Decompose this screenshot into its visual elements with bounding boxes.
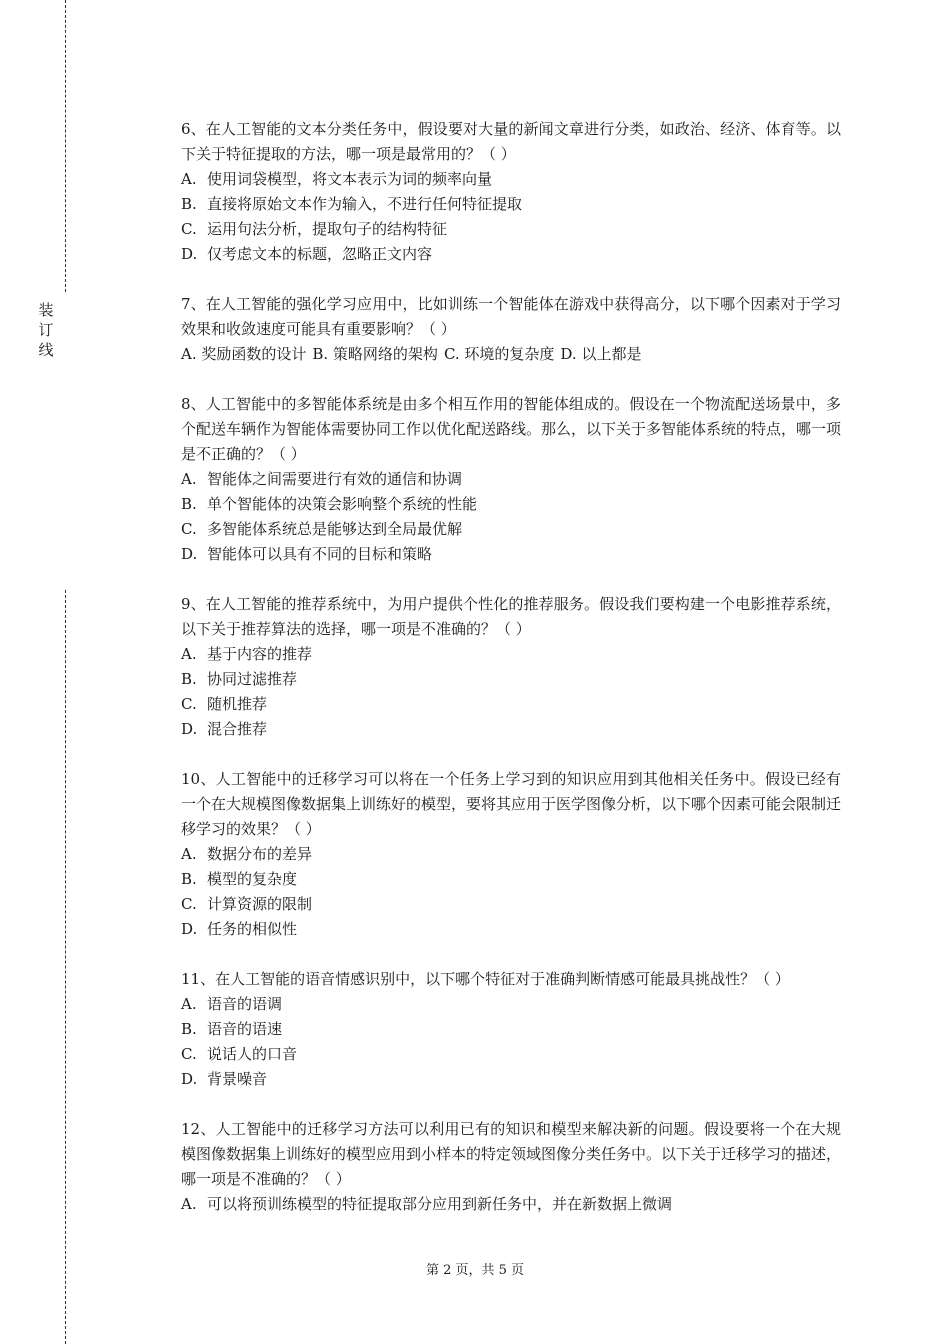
option-a bbox=[181, 467, 841, 492]
option-b bbox=[181, 667, 841, 692]
option-text: 协同过滤推荐 bbox=[207, 670, 298, 688]
question-11 bbox=[181, 967, 841, 1092]
option-text: 仅考虑文本的标题，忽略正文内容 bbox=[207, 245, 433, 263]
option-text: 任务的相似性 bbox=[207, 920, 298, 938]
option-text: 随机推荐 bbox=[207, 695, 268, 713]
option-text: 单个智能体的决策会影响整个系统的性能 bbox=[207, 495, 478, 513]
option-text: 可以将预训练模型的特征提取部分应用到新任务中，并在新数据上微调 bbox=[207, 1195, 673, 1213]
option-letter: A. bbox=[181, 1195, 197, 1213]
option-d bbox=[181, 917, 841, 942]
option-d bbox=[181, 1067, 841, 1092]
option-letter: A. bbox=[181, 845, 197, 863]
option-letter: A. bbox=[181, 170, 197, 188]
option-d bbox=[181, 717, 841, 742]
question-12 bbox=[181, 1117, 841, 1217]
option-text: 模型的复杂度 bbox=[207, 870, 298, 888]
option-letter: C. bbox=[181, 220, 197, 238]
question-10 bbox=[181, 767, 841, 942]
option-c bbox=[181, 892, 841, 917]
option-letter: C. bbox=[181, 1045, 197, 1063]
binding-char: 装 bbox=[38, 301, 54, 319]
option-letter: B. bbox=[181, 1020, 197, 1038]
option-text: 直接将原始文本作为输入，不进行任何特征提取 bbox=[207, 195, 523, 213]
option-letter: B. bbox=[181, 495, 197, 513]
option-letter: D. bbox=[181, 545, 198, 563]
option-letter: B. bbox=[181, 195, 197, 213]
option-text: 背景噪音 bbox=[207, 1070, 268, 1088]
option-d bbox=[181, 542, 841, 567]
option-text: 使用词袋模型，将文本表示为词的频率向量 bbox=[207, 170, 493, 188]
option-a bbox=[181, 992, 841, 1017]
option-letter: A. bbox=[181, 995, 197, 1013]
option-text: 语音的语调 bbox=[207, 995, 283, 1013]
question-6 bbox=[181, 117, 841, 267]
option-letter: D. bbox=[181, 720, 198, 738]
option-a bbox=[181, 1192, 841, 1217]
option-text: 混合推荐 bbox=[207, 720, 268, 738]
option-text: 计算资源的限制 bbox=[207, 895, 313, 913]
option-text: 基于内容的推荐 bbox=[207, 645, 313, 663]
binding-char: 订 bbox=[38, 321, 54, 339]
question-stem: 12、人工智能中的迁移学习方法可以利用已有的知识和模型来解决新的问题。假设要将一个在大规模图像数据集上训练好的模型应用到小样本的特定领域图像分类任务中。以下关于迁移学习的描述，哪一项是不准确的？（ ） bbox=[181, 1120, 842, 1188]
question-stem: 6、在人工智能的文本分类任务中，假设要对大量的新闻文章进行分类，如政治、经济、体育等。以下关于特征提取的方法，哪一项是最常用的？（ ） bbox=[181, 120, 841, 163]
option-b bbox=[181, 867, 841, 892]
option-d: D. 以上都是 bbox=[560, 345, 642, 363]
option-c bbox=[181, 517, 841, 542]
option-letter: A. bbox=[181, 470, 197, 488]
option-letter: A. bbox=[181, 645, 197, 663]
option-a bbox=[181, 842, 841, 867]
option-text: 智能体可以具有不同的目标和策略 bbox=[207, 545, 433, 563]
binding-label bbox=[36, 300, 56, 360]
question-9 bbox=[181, 592, 841, 742]
inline-options bbox=[181, 342, 841, 367]
binding-dashed-line-top bbox=[65, 0, 66, 292]
option-c: C. 环境的复杂度 bbox=[443, 345, 555, 363]
option-c bbox=[181, 692, 841, 717]
question-stem: 7、在人工智能的强化学习应用中，比如训练一个智能体在游戏中获得高分，以下哪个因素对于学习效果和收敛速度可能具有重要影响？（ ） bbox=[181, 295, 841, 338]
option-letter: D. bbox=[181, 1070, 198, 1088]
binding-dashed-line-bottom bbox=[65, 590, 66, 1344]
binding-char: 线 bbox=[38, 341, 54, 359]
option-letter: C. bbox=[181, 695, 197, 713]
question-stem: 11、在人工智能的语音情感识别中，以下哪个特征对于准确判断情感可能最具挑战性？（ ） bbox=[181, 970, 790, 988]
question-stem: 8、人工智能中的多智能体系统是由多个相互作用的智能体组成的。假设在一个物流配送场景中，多个配送车辆作为智能体需要协同工作以优化配送路线。那么，以下关于多智能体系统的特点，哪一项是不正确的？（ ） bbox=[181, 395, 842, 463]
option-c bbox=[181, 1042, 841, 1067]
option-letter: D. bbox=[181, 245, 198, 263]
page-footer: 第 2 页，共 5 页 bbox=[425, 1263, 525, 1278]
question-list bbox=[181, 117, 841, 1242]
option-text: 多智能体系统总是能够达到全局最优解 bbox=[207, 520, 463, 538]
option-text: 数据分布的差异 bbox=[207, 845, 313, 863]
option-a bbox=[181, 167, 841, 192]
option-b bbox=[181, 192, 841, 217]
option-b bbox=[181, 492, 841, 517]
option-text: 语音的语速 bbox=[207, 1020, 283, 1038]
question-stem: 10、人工智能中的迁移学习可以将在一个任务上学习到的知识应用到其他相关任务中。假设已经有一个在大规模图像数据集上训练好的模型，要将其应用于医学图像分析，以下哪个因素可能会限制迁移学习的效果？（ ） bbox=[181, 770, 842, 838]
option-d bbox=[181, 242, 841, 267]
option-text: 智能体之间需要进行有效的通信和协调 bbox=[207, 470, 463, 488]
option-text: 运用句法分析，提取句子的结构特征 bbox=[207, 220, 448, 238]
option-letter: C. bbox=[181, 895, 197, 913]
option-letter: B. bbox=[181, 670, 197, 688]
option-b bbox=[181, 1017, 841, 1042]
question-7 bbox=[181, 292, 841, 367]
option-letter: C. bbox=[181, 520, 197, 538]
question-8 bbox=[181, 392, 841, 567]
option-text: 说话人的口音 bbox=[207, 1045, 298, 1063]
option-b: B. 策略网络的架构 bbox=[312, 345, 438, 363]
option-c bbox=[181, 217, 841, 242]
question-stem: 9、在人工智能的推荐系统中，为用户提供个性化的推荐服务。假设我们要构建一个电影推荐系统，以下关于推荐算法的选择，哪一项是不准确的？（ ） bbox=[181, 595, 841, 638]
option-letter: B. bbox=[181, 870, 197, 888]
option-a: A. 奖励函数的设计 bbox=[181, 345, 307, 363]
option-letter: D. bbox=[181, 920, 198, 938]
option-a bbox=[181, 642, 841, 667]
